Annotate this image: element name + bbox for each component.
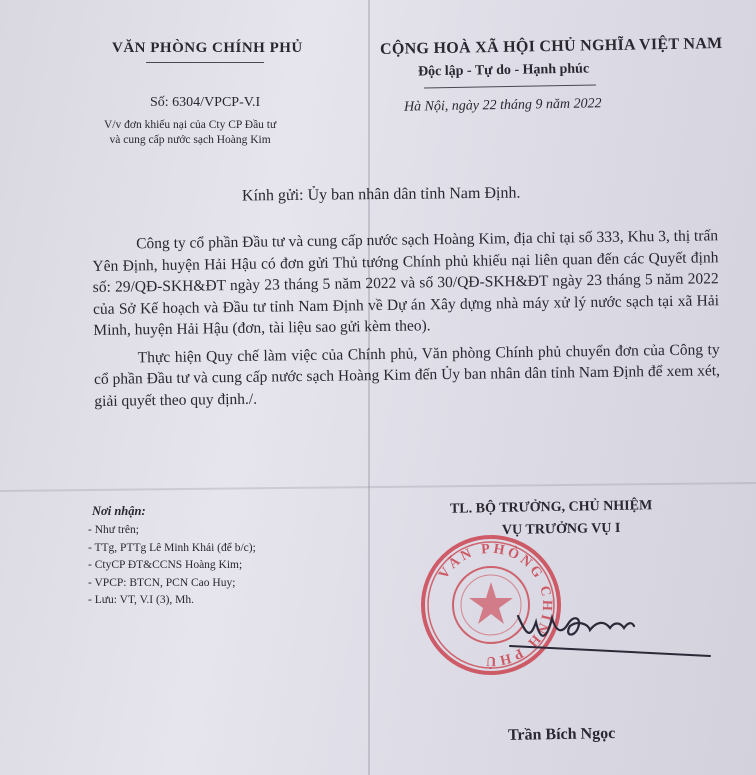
seal-text: VĂN PHÒNG CHÍNH PHỦ <box>436 541 555 669</box>
signer-name: Trần Bích Ngọc <box>507 725 616 744</box>
document-number: Số: 6304/VPCP-V.I <box>150 95 261 110</box>
recipient-item: - Như trên; <box>88 524 139 536</box>
agency-underline <box>146 62 264 63</box>
signature-title-line-2: VỤ TRƯỞNG VỤ I <box>501 520 621 539</box>
document-subject <box>104 118 276 148</box>
place-and-date: Hà Nội, ngày 22 tháng 9 năm 2022 <box>403 96 602 115</box>
recipient-item: - TTg, PTTg Lê Minh Khái (để b/c); <box>88 541 256 554</box>
issuing-agency: VĂN PHÒNG CHÍNH PHỦ <box>112 40 303 56</box>
national-title: CỘNG HOÀ XÃ HỘI CHỦ NGHĨA VIỆT NAM <box>379 35 723 58</box>
recipient-item: - VPCP: BTCN, PCN Cao Huy; <box>88 576 236 589</box>
subject-line-1: V/v đơn khiếu nại của Cty CP Đầu tư <box>104 119 277 131</box>
document-body <box>92 225 721 418</box>
paper-fold-horizontal <box>0 482 756 492</box>
national-motto: Độc lập - Tự do - Hạnh phúc <box>417 61 590 80</box>
subject-line-2: và cung cấp nước sạch Hoàng Kim <box>109 134 271 146</box>
recipient-item: - Lưu: VT, V.I (3), Mh. <box>88 594 195 606</box>
body-paragraph-1: Công ty cổ phần Đầu tư và cung cấp nước sạch Hoàng Kim, địa chỉ tại số 333, Khu 3, thị trấn Yên Định, huyện Hải Hậu có đơn gửi Thủ tướng Chính phủ khiếu nại liên quan đến các Quyết định số: 29/QĐ-SKH&ĐT ngày 23 tháng 5 năm 2022 và số 30/QĐ-SKH&ĐT ngày 23 tháng 5 năm 2022 của Sở Kế hoạch và Đầu tư tỉnh Nam Định về Dự án Xây dựng nhà máy xử lý nước sạch tại xã Hải Minh, huyện Hải Hậu (đơn, tài liệu sao gửi kèm theo). <box>92 227 720 339</box>
signature-title-line-1: TL. BỘ TRƯỞNG, CHỦ NHIỆM <box>449 498 653 517</box>
handwritten-signature <box>500 588 720 668</box>
recipients-title: Nơi nhận: <box>92 504 146 518</box>
body-paragraph-2: Thực hiện Quy chế làm việc của Chính phủ, Văn phòng Chính phủ chuyển đơn của Công ty cổ phần Đầu tư và cung cấp nước sạch Hoàng Kim đến Ủy ban nhân dân tỉnh Nam Định để xem xét, giải quyết theo quy định./. <box>93 340 721 410</box>
motto-underline <box>424 84 596 88</box>
recipient-item: - CtyCP ĐT&CCNS Hoàng Kim; <box>88 559 243 571</box>
recipients-list <box>88 522 256 610</box>
salutation: Kính gửi: Ủy ban nhân dân tỉnh Nam Định. <box>241 184 521 205</box>
